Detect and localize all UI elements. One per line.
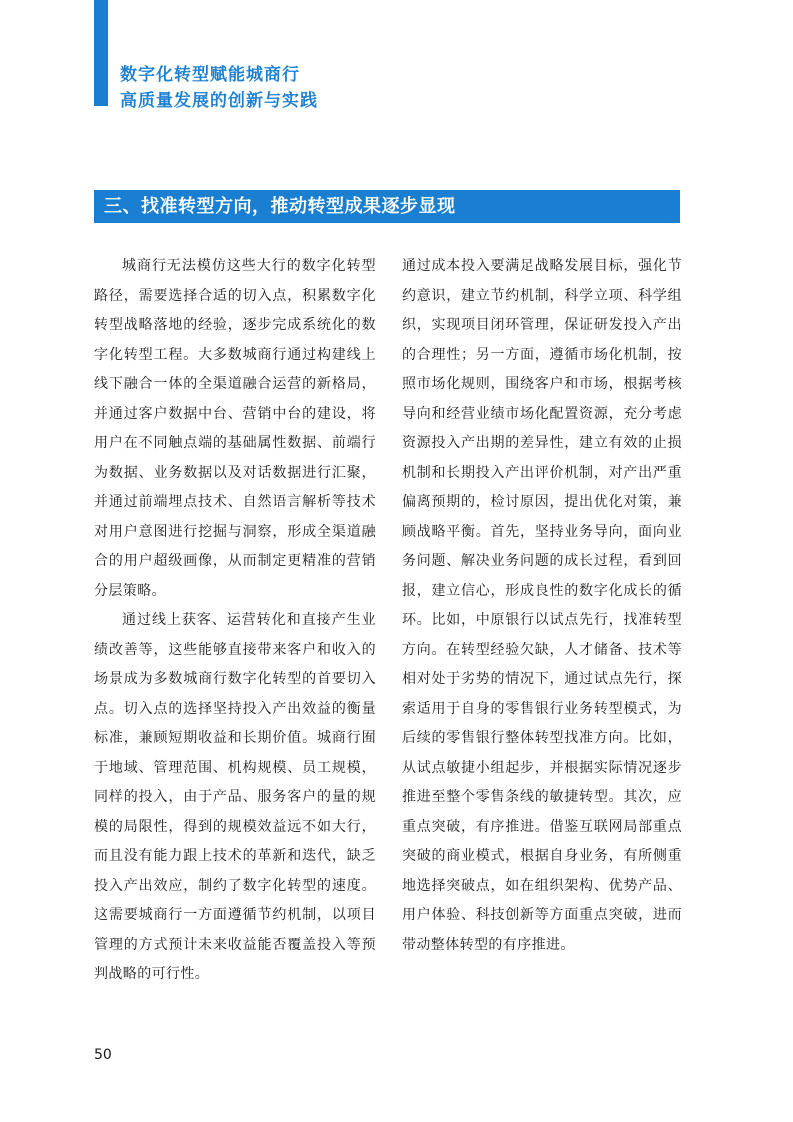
section-heading: 三、找准转型方向，推动转型成果逐步显现 <box>94 190 680 223</box>
paragraph: 通过成本投入要满足战略发展目标，强化节约意识，建立节约机制，科学立项、科学组织，实现项目闭环管理，保证研发投入产出的合理性；另一方面，遵循市场化机制，按照市场化规则，围绕客户和市场，根据考核导向和经营业绩市场化配置资源，充分考虑资源投入产出期的差异性，建立有效的止损机制和长期投入产出评价机制，对产出严重偏离预期的，检讨原因，提出优化对策，兼顾战略平衡。首先，坚持业务导向，面向业务问题、解决业务问题的成长过程，看到回报，建立信心，形成良性的数字化成长的循环。比如，中原银行以试点先行，找准转型方向。在转型经验欠缺，人才储备、技术等相对处于劣势的情况下，通过试点先行，探索适用于自身的零售银行业务转型模式，为后续的零售银行整体转型找准方向。比如，从试点敏捷小组起步，并根据实际情况逐步推进至整个零售条线的敏捷转型。其次，应重点突破，有序推进。借鉴互联网局部重点突破的商业模式，根据自身业务，有所侧重地选择突破点，如在组织架构、优势产品、用户体验、科技创新等方面重点突破，进而带动整体转型的有序推进。 <box>402 258 682 953</box>
left-column <box>94 252 376 990</box>
header-accent-bar <box>94 0 108 106</box>
running-header-line-2: 高质量发展的创新与实践 <box>120 91 318 111</box>
paragraph: 通过线上获客、运营转化和直接产生业绩改善等，这些能够直接带来客户和收入的场景成为多数城商行数字化转型的首要切入点。切入点的选择坚持投入产出效益的衡量标准，兼顾短期收益和长期价值。城商行囿于地域、管理范围、机构规模、员工规模，同样的投入，由于产品、服务客户的量的规模的局限性，得到的规模效益远不如大行，而且没有能力跟上技术的革新和迭代，缺乏投入产出效应，制约了数字化转型的速度。这需要城商行一方面遵循节约机制，以项目管理的方式预计未来收益能否覆盖投入等预判战略的可行性。 <box>94 612 376 982</box>
paragraph: 城商行无法模仿这些大行的数字化转型路径，需要选择合适的切入点，积累数字化转型战略落地的经验，逐步完成系统化的数字化转型工程。大多数城商行通过构建线上线下融合一体的全渠道融合运营的新格局，并通过客户数据中台、营销中台的建设，将用户在不同触点端的基础属性数据、前端行为数据、业务数据以及对话数据进行汇聚，并通过前端埋点技术、自然语言解析等技术对用户意图进行挖掘与洞察，形成全渠道融合的用户超级画像，从而制定更精准的营销分层策略。 <box>94 258 376 599</box>
page-number: 50 <box>94 1047 112 1063</box>
running-header-line-1: 数字化转型赋能城商行 <box>120 65 300 85</box>
right-column <box>402 252 682 960</box>
running-header <box>120 62 318 114</box>
